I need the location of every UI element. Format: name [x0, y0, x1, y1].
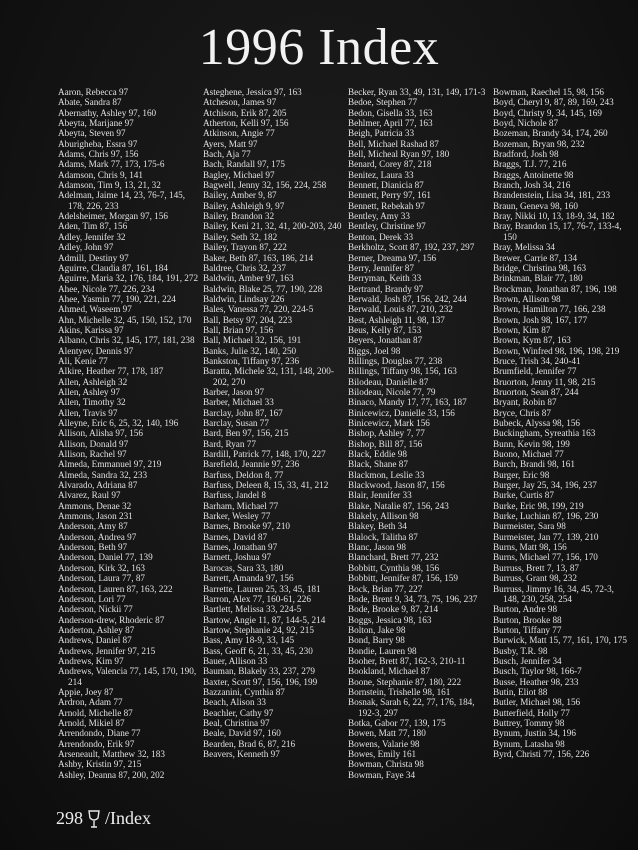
index-entry: Baratta, Michele 32, 131, 148, 200-202, 270: [203, 366, 334, 387]
index-entry: Anderton, Ashley 87: [58, 624, 135, 635]
index-entry: Asteghene, Jessica 97, 163: [203, 87, 302, 97]
index-entry: Buono, Michael 77: [493, 449, 564, 460]
index-entry: Adley, John 97: [58, 242, 114, 253]
index-entry: Beus, Kelly 87, 153: [348, 324, 422, 335]
index-entry: Anderson, Amy 87: [58, 521, 128, 532]
index-entry: Burruss, Jimmy 16, 34, 45, 72-3, 148, 230, 258, 254: [493, 583, 614, 604]
index-entry: Bookland, Michael 87: [348, 666, 430, 677]
index-entry: Bard, Ben 97, 156, 215: [203, 428, 289, 439]
index-entry: Arnold, Mikiel 87: [58, 717, 125, 728]
index-entry: Bondie, Lauren 98: [348, 645, 417, 656]
page-footer: [56, 808, 151, 829]
index-column-2: [203, 87, 348, 782]
index-entry: Baldwin, Amber 97, 163: [203, 273, 294, 284]
index-entry: Busse, Heather 98, 233: [493, 676, 579, 687]
index-entry: Barron, Alex 77, 160-61, 226: [203, 593, 311, 604]
index-column-1: [58, 87, 203, 782]
index-entry: Biggs, Joel 98: [348, 345, 401, 356]
index-entry: Abeyta, Steven 97: [58, 128, 126, 139]
index-entry: Blackmon, Leslie 33: [348, 469, 425, 480]
index-entry: Bryce, Chris 87: [493, 407, 551, 418]
index-entry: Ahee, Yasmin 77, 190, 221, 224: [58, 293, 176, 304]
index-entry: Bard, Ryan 77: [203, 438, 256, 449]
index-entry: Bowen, Matt 77, 180: [348, 728, 426, 739]
index-entry: Burton, Andre 98: [493, 604, 558, 615]
index-entry: Best, Ashleigh 11, 98, 137: [348, 314, 445, 325]
index-entry: Bailey, Ashleigh 9, 97: [203, 200, 285, 211]
index-entry: Busby, T.R. 98: [493, 645, 548, 656]
index-entry: Burmeister, Jan 77, 139, 210: [493, 531, 599, 542]
index-entry: Bennett, Perry 97, 161: [348, 190, 431, 201]
index-entry: Buttrey, Tommy 98: [493, 717, 565, 728]
index-entry: Adelsheimer, Morgan 97, 156: [58, 211, 168, 222]
index-entry: Black, Shane 87: [348, 459, 408, 470]
index-entry: Akins, Karissa 97: [58, 324, 124, 335]
index-entry: Abernathy, Ashley 97, 160: [58, 107, 157, 118]
index-entry: Allen, Travis 97: [58, 407, 118, 418]
index-entry: Barnes, Jonathan 97: [203, 542, 278, 553]
index-entry: Atchison, Erik 87, 205: [203, 107, 287, 118]
index-entry: Bunn, Kevin 98, 199: [493, 438, 570, 449]
index-entry: Buckingham, Syreathia 163: [493, 428, 596, 439]
index-entry: Billings, Tiffany 98, 156, 163: [348, 366, 457, 377]
index-entry: Bray, Brandon 15, 17, 76-7, 133-4, 150: [493, 221, 622, 242]
index-entry: Bilodeau, Danielle 87: [348, 376, 429, 387]
index-entry: Baldwin, Blake 25, 77, 190, 228: [203, 283, 323, 294]
index-entry: Bartlett, Melissa 33, 224-5: [203, 604, 302, 615]
index-entry: Beachler, Cathy 97: [203, 707, 274, 718]
index-entry: Bach, Randall 97, 175: [203, 159, 285, 170]
index-entry: Bray, Nikki 10, 13, 18-9, 34, 182: [493, 211, 615, 222]
index-entry: Allen, Ashleigh 32: [58, 376, 128, 387]
index-entry: Bowman, Raechel 15, 98, 156: [493, 87, 604, 97]
index-entry: Ammons, Denae 32: [58, 500, 132, 511]
index-entry: Ahmed, Waseem 97: [58, 304, 132, 315]
index-entry: Ammons, Jason 231: [58, 511, 133, 522]
index-entry: Bazzanini, Cynthia 87: [203, 686, 285, 697]
index-entry: Butin, Eliot 88: [493, 686, 548, 697]
index-entry: Binicewicz, Mark 156: [348, 418, 430, 428]
index-entry: Berkholtz, Scott 87, 192, 237, 297: [348, 242, 475, 253]
index-entry: Burton, Tiffany 77: [493, 624, 562, 635]
index-entry: Bozeman, Bryan 98, 232: [493, 138, 585, 149]
index-entry: Anderson, Lauren 87, 163, 222: [58, 583, 173, 594]
index-entry: Bagwell, Jenny 32, 156, 224, 258: [203, 180, 327, 191]
index-entry: Busch, Taylor 98, 166-7: [493, 666, 582, 677]
index-entry: Blalock, Talitha 87: [348, 531, 418, 542]
index-entry: Boyd, Christy 9, 34, 145, 169: [493, 107, 602, 118]
index-entry: Anderson, Beth 97: [58, 542, 128, 553]
index-entry: Bishop, Bill 87, 156: [348, 438, 423, 449]
index-entry: Barrette, Lauren 25, 33, 45, 181: [203, 583, 321, 594]
index-entry: Braun, Geneva 98, 160: [493, 200, 578, 211]
index-entry: Burger, Eric 98: [493, 469, 550, 480]
index-entry: Botka, Gabor 77, 139, 175: [348, 717, 446, 728]
index-entry: Barefield, Jeannie 97, 236: [203, 459, 300, 470]
index-entry: Arnold, Michelle 87: [58, 707, 133, 718]
index-entry: Anderson, Kirk 32, 163: [58, 562, 146, 573]
index-entry: Adams, Chris 97, 156: [58, 149, 139, 160]
index-entry: Brown, Kim 87: [493, 324, 551, 335]
index-entry: Burger, Jay 25, 34, 196, 237: [493, 480, 597, 491]
index-entry: Brockman, Jonathan 87, 196, 198: [493, 283, 617, 294]
index-entry: Atkinson, Angie 77: [203, 128, 275, 139]
index-entry: Ashley, Deanna 87, 200, 202: [58, 769, 165, 780]
index-entry: Ayers, Matt 97: [203, 138, 258, 149]
index-entry: Blanc, Jason 98: [348, 542, 406, 553]
index-entry: Bowes, Emily 161: [348, 749, 417, 759]
index-entry: Burke, Eric 98, 199, 219: [493, 500, 584, 511]
index-entry: Burruss, Brett 7, 13, 87: [493, 562, 580, 573]
crest-icon: [87, 809, 101, 829]
index-entry: Andrews, Jennifer 97, 215: [58, 645, 156, 656]
index-entry: Blackwood, Jason 87, 156: [348, 480, 445, 491]
index-entry: Barber, Jason 97: [203, 386, 265, 397]
index-entry: Bartow, Stephanie 24, 92, 215: [203, 624, 314, 635]
index-entry: Barham, Michael 77: [203, 500, 279, 511]
index-entry: Andrews, Daniel 87: [58, 635, 132, 646]
index-entry: Bridge, Christina 98, 163: [493, 262, 587, 273]
index-entry: Ashby, Kristin 97, 215: [58, 759, 142, 770]
index-entry: Aden, Tim 87, 156: [58, 221, 128, 232]
index-entry: Brumfield, Jennifer 77: [493, 366, 577, 377]
index-columns: [58, 87, 630, 782]
index-entry: Almeda, Emmanuel 97, 219: [58, 459, 162, 470]
index-entry: Banks, Julie 32, 140, 250: [203, 345, 297, 356]
index-entry: Bock, Brian 77, 227: [348, 583, 423, 594]
index-entry: Bearden, Brad 6, 87, 216: [203, 738, 296, 749]
index-entry: Baxter, Scott 97, 156, 196, 199: [203, 676, 318, 687]
index-entry: Bode, Brent 9, 34, 73, 75, 196, 237: [348, 593, 478, 604]
index-entry: Baker, Beth 87, 163, 186, 214: [203, 252, 314, 263]
index-entry: Baldree, Chris 32, 237: [203, 262, 286, 273]
index-entry: Berryman, Keith 33: [348, 273, 422, 284]
index-entry: Bach, Aja 77: [203, 149, 251, 160]
index-entry: Anderson, Nickii 77: [58, 604, 133, 615]
index-entry: Almeda, Sandra 32, 233: [58, 469, 148, 480]
index-entry: Allison, Alisha 97, 156: [58, 428, 143, 439]
index-entry: Bowens, Valarie 98: [348, 738, 420, 749]
index-entry: Ardron, Adam 77: [58, 697, 123, 708]
index-entry: Allison, Donald 97: [58, 438, 129, 449]
index-entry: Bradford, Josh 98: [493, 149, 559, 160]
index-entry: Burke, Curtis 87: [493, 490, 554, 501]
index-entry: Allen, Timothy 32: [58, 397, 126, 408]
index-entry: Braggs, Antoinette 98: [493, 169, 574, 180]
index-entry: Allison, Rachel 97: [58, 449, 127, 460]
index-entry: Bruce, Trish 34, 240-41: [493, 355, 581, 366]
index-entry: Ball, Brian 97, 156: [203, 324, 274, 335]
index-entry: Butterfield, Holly 77: [493, 707, 570, 718]
index-entry: Barnes, Brooke 97, 210: [203, 521, 291, 532]
index-entry: Abeyta, Marijane 97: [58, 118, 134, 129]
index-entry: Burns, Michael 77, 156, 170: [493, 552, 598, 563]
index-entry: Burwick, Matt 15, 77, 161, 170, 175: [493, 635, 627, 646]
index-column-3: [348, 87, 493, 782]
index-entry: Appie, Joey 87: [58, 686, 114, 697]
index-entry: Burmeister, Sara 98: [493, 521, 566, 532]
index-entry: Aguirre, Claudia 87, 161, 184: [58, 262, 168, 273]
index-entry: Billings, Douglas 77, 238: [348, 355, 443, 366]
index-entry: Bartow, Angie 11, 87, 144-5, 214: [203, 614, 326, 625]
index-entry: Bruorton, Jenny 11, 98, 215: [493, 376, 596, 387]
index-entry: Bardill, Patrick 77, 148, 170, 227: [203, 449, 326, 460]
index-entry: Bilodeau, Nicole 77, 79: [348, 386, 436, 397]
index-entry: Bailey, Seth 32, 182: [203, 231, 278, 242]
index-entry: Adley, Jennifer 32: [58, 231, 126, 242]
index-entry: Busch, Jennifer 34: [493, 655, 562, 666]
index-entry: Alkire, Heather 77, 178, 187: [58, 366, 164, 377]
index-entry: Barfuss, Deldon 8, 77: [203, 469, 284, 480]
index-entry: Alleyne, Eric 6, 25, 32, 140, 196: [58, 418, 179, 428]
index-entry: Bond, Barry 98: [348, 635, 405, 646]
index-entry: Burch, Brandi 98, 161: [493, 459, 575, 470]
index-entry: Admill, Destiny 97: [58, 252, 129, 263]
index-entry: Barber, Michael 33: [203, 397, 274, 408]
index-entry: Arrendondo, Erik 97: [58, 738, 135, 749]
index-entry: Berner, Dreama 97, 156: [348, 252, 437, 263]
index-entry: Ali, Kenie 77: [58, 355, 108, 366]
index-entry: Bell, Micheal Ryan 97, 180: [348, 149, 450, 160]
index-entry: Bruorton, Sean 87, 244: [493, 386, 579, 397]
index-entry: Beavers, Kenneth 97: [203, 749, 280, 759]
index-entry: Barnett, Joshua 97: [203, 552, 272, 563]
index-entry: Barrett, Amanda 97, 156: [203, 573, 294, 584]
index-entry: Arseneault, Matthew 32, 183: [58, 749, 165, 759]
index-entry: Behlmer, April 77, 163: [348, 118, 433, 129]
index-entry: Berwald, Josh 87, 156, 242, 244: [348, 293, 467, 304]
index-entry: Brown, Hamilton 77, 166, 238: [493, 304, 606, 315]
index-entry: Bray, Melissa 34: [493, 242, 555, 253]
index-entry: Barnes, David 87: [203, 531, 268, 542]
index-entry: Alvarez, Raul 97: [58, 490, 121, 501]
index-entry: Bentley, Christine 97: [348, 221, 426, 232]
index-entry: Beyers, Jonathan 87: [348, 335, 423, 346]
index-entry: Bowman, Faye 34: [348, 769, 416, 780]
index-entry: Blake, Natalie 87, 156, 243: [348, 500, 449, 511]
index-entry: Albano, Chris 32, 145, 177, 181, 238: [58, 335, 195, 346]
index-entry: Bornstein, Trishelle 98, 161: [348, 686, 451, 697]
index-entry: Bentley, Amy 33: [348, 211, 410, 222]
index-entry: Beach, Alison 33: [203, 697, 267, 708]
index-entry: Bynum, Latasha 98: [493, 738, 565, 749]
index-entry: Brewer, Carrie 87, 134: [493, 252, 578, 263]
index-entry: Bankston, Tiffany 97, 236: [203, 355, 300, 366]
index-entry: Bailey, Keni 21, 32, 41, 200-203, 240: [203, 221, 342, 232]
index-entry: Bowman, Christa 98: [348, 759, 424, 770]
index-entry: Bubeck, Alyssa 98, 156: [493, 418, 581, 428]
index-entry: Brown, Josh 98, 167, 177: [493, 314, 588, 325]
index-entry: Bauer, Allison 33: [203, 655, 268, 666]
index-entry: Ball, Betsy 97, 204, 223: [203, 314, 293, 325]
index-entry: Binaco, Mandy 17, 77, 163, 187: [348, 397, 467, 408]
index-entry: Bennett, Rebekah 97: [348, 200, 425, 211]
index-entry: Adelman, Jaime 14, 23, 76-7, 145, 178, 226, 233: [58, 190, 186, 211]
index-entry: Aaron, Rebecca 97: [58, 87, 129, 97]
index-entry: Bozeman, Brandy 34, 174, 260: [493, 128, 608, 139]
index-entry: Barfuss, Jandel 8: [203, 490, 267, 501]
index-entry: Butler, Michael 98, 156: [493, 697, 581, 708]
index-entry: Blakely, Allison 98: [348, 511, 419, 522]
index-entry: Bagley, Michael 97: [203, 169, 275, 180]
index-entry: Bell, Michael Rashad 87: [348, 138, 439, 149]
index-entry: Bobbitt, Cynthia 98, 156: [348, 562, 440, 573]
index-entry: Adamson, Chris 9, 141: [58, 169, 143, 180]
index-entry: Brown, Allison 98: [493, 293, 561, 304]
index-entry: Bailey, Brandon 32: [203, 211, 275, 222]
index-entry: Anderson, Lori 77: [58, 593, 126, 604]
index-entry: Ahn, Michelle 32, 45, 150, 152, 170: [58, 314, 192, 325]
index-entry: Byrd, Christi 77, 156, 226: [493, 749, 590, 759]
index-entry: Bryant, Robin 87: [493, 397, 557, 408]
index-entry: Andrews, Valencia 77, 145, 170, 190, 214: [58, 666, 197, 687]
page-number: 298: [56, 808, 83, 828]
page-title: 1996 Index: [198, 19, 440, 76]
index-entry: Beigh, Patricia 33: [348, 128, 415, 139]
index-entry: Burruss, Grant 98, 232: [493, 573, 577, 584]
index-entry: Barker, Wesley 77: [203, 511, 271, 522]
index-entry: Bynum, Justin 34, 196: [493, 728, 576, 739]
index-entry: Boyd, Cheryl 9, 87, 89, 169, 243: [493, 97, 614, 108]
index-entry: Bode, Brooke 9, 87, 214: [348, 604, 439, 615]
index-entry: Benton, Derek 33: [348, 231, 414, 242]
index-entry: Alvarado, Adriana 87: [58, 480, 138, 491]
index-entry: Bosnak, Sarah 6, 22, 77, 176, 184, 192-3, 297: [348, 697, 475, 718]
index-entry: Bedon, Gisella 33, 163: [348, 107, 433, 118]
index-entry: Barocas, Sara 33, 180: [203, 562, 284, 573]
index-entry: Burke, Luchian 87, 196, 230: [493, 511, 599, 522]
index-entry: Blanchard, Brett 77, 232: [348, 552, 439, 563]
index-entry: Adams, Mark 77, 173, 175-6: [58, 159, 165, 170]
index-entry: Bertrand, Brandy 97: [348, 283, 424, 294]
index-entry: Benitez, Laura 33: [348, 169, 414, 180]
index-column-4: [493, 87, 630, 782]
index-entry: Berry, Jennifer 87: [348, 262, 414, 273]
index-entry: Barclay, Susan 77: [203, 418, 269, 428]
index-entry: Aburigheba, Essra 97: [58, 138, 138, 149]
index-entry: Bobbitt, Jennifer 87, 156, 159: [348, 573, 458, 584]
index-entry: Berwald, Louis 87, 210, 232: [348, 304, 453, 315]
index-entry: Becker, Ryan 33, 49, 131, 149, 171-3: [348, 87, 486, 97]
index-entry: Anderson, Andrea 97: [58, 531, 137, 542]
index-entry: Black, Eddie 98: [348, 449, 407, 460]
index-entry: Adamson, Tim 9, 13, 21, 32: [58, 180, 161, 191]
index-entry: Ball, Michael 32, 156, 191: [203, 335, 302, 346]
index-entry: Bolton, Jake 98: [348, 624, 406, 635]
index-entry: Bass, Geoff 6, 21, 33, 45, 230: [203, 645, 313, 656]
index-entry: Atherton, Kelli 97, 156: [203, 118, 289, 129]
index-entry: Brown, Kym 87, 163: [493, 335, 571, 346]
index-entry: Benard, Corey 87, 218: [348, 159, 432, 170]
index-entry: Binicewicz, Danielle 33, 156: [348, 407, 455, 418]
index-entry: Bales, Vanessa 77, 220, 224-5: [203, 304, 314, 315]
index-entry: Booher, Brett 87, 162-3, 210-11: [348, 655, 466, 666]
index-entry: Atcheson, James 97: [203, 97, 277, 108]
index-entry: Anderson, Daniel 77, 139: [58, 552, 153, 563]
index-entry: Boggs, Jessica 98, 163: [348, 614, 432, 625]
index-entry: Barclay, John 87, 167: [203, 407, 283, 418]
index-entry: Bailey, Trayon 87, 222: [203, 242, 287, 253]
index-entry: Blair, Jennifer 33: [348, 490, 412, 501]
index-entry: Aguirre, Maria 32, 176, 184, 191, 272: [58, 273, 199, 284]
index-entry: Anderson, Laura 77, 87: [58, 573, 146, 584]
index-entry: Bass, Amy 18-9, 33, 145: [203, 635, 295, 646]
index-entry: Bishop, Ashley 7, 77: [348, 428, 425, 439]
index-entry: Burton, Brooke 88: [493, 614, 562, 625]
index-entry: Boyd, Nichole 87: [493, 118, 559, 129]
index-entry: Brown, Winfred 98, 196, 198, 219: [493, 345, 620, 356]
index-entry: Barfuss, Deleen 8, 15, 33, 41, 212: [203, 480, 329, 491]
index-entry: Bauman, Blakely 33, 237, 279: [203, 666, 316, 677]
index-entry: Beale, David 97, 160: [203, 728, 281, 739]
index-entry: Bailey, Amber 9, 87: [203, 190, 277, 201]
index-entry: Bennett, Dianicia 87: [348, 180, 424, 191]
section-label: /Index: [105, 808, 151, 828]
index-entry: Bedoe, Stephen 77: [348, 97, 418, 108]
index-entry: Abate, Sandra 87: [58, 97, 122, 108]
index-entry: Alentyev, Dennis 97: [58, 345, 134, 356]
index-entry: Boone, Stephanie 87, 180, 222: [348, 676, 462, 687]
index-entry: Burns, Matt 98, 156: [493, 542, 567, 553]
index-entry: Baldwin, Lindsay 226: [203, 293, 285, 304]
index-entry: Branch, Josh 34, 216: [493, 180, 571, 191]
index-entry: Andrews, Kim 97: [58, 655, 124, 666]
index-entry: Beal, Christina 97: [203, 717, 270, 728]
index-entry: Blakey, Beth 34: [348, 521, 407, 532]
index-entry: Arrendondo, Diane 77: [58, 728, 141, 739]
index-entry: Braggs, T.J. 77, 216: [493, 159, 567, 170]
index-entry: Allen, Ashley 97: [58, 386, 121, 397]
index-entry: Anderson-drew, Rhoderic 87: [58, 614, 165, 625]
index-entry: Ahee, Nicole 77, 226, 234: [58, 283, 155, 294]
index-entry: Brandenstein, Lisa 34, 181, 233: [493, 190, 611, 201]
index-entry: Brinkman, Blair 77, 180: [493, 273, 583, 284]
